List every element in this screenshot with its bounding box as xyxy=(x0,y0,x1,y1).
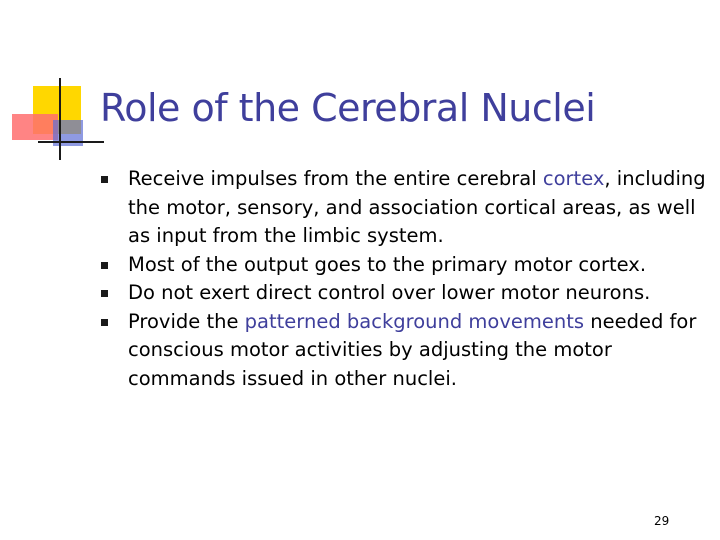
bullet-text xyxy=(128,310,696,390)
slide-title: Role of the Cerebral Nuclei xyxy=(100,86,596,130)
bullet-highlight-text: cortex xyxy=(542,167,605,190)
bullet-text-part: Provide the xyxy=(128,309,245,333)
bullet-text-part: , including the motor, sensory, and association cortical areas, as well as input from the limbic system. xyxy=(128,167,706,247)
decoration-red-square xyxy=(12,114,58,140)
bullet-list xyxy=(100,165,710,393)
decoration-horizontal-line xyxy=(38,141,104,143)
square-bullet-icon xyxy=(101,290,108,297)
bullet-text-part: needed for conscious motor activities by adjusting the motor commands issued in other nuclei. xyxy=(128,309,697,390)
bullet-item xyxy=(100,251,710,280)
bullet-text xyxy=(128,253,646,276)
square-bullet-icon xyxy=(101,319,108,326)
bullet-item xyxy=(100,279,710,308)
bullet-item xyxy=(100,165,710,251)
bullet-text-part: Receive impulses from the entire cerebral xyxy=(128,167,543,190)
bullet-item xyxy=(100,308,710,394)
square-bullet-icon xyxy=(101,262,108,269)
bullet-text-part: Do not exert direct control over lower motor neurons. xyxy=(128,281,651,304)
bullet-highlight-text: patterned background movements xyxy=(244,309,585,333)
decoration-vertical-line xyxy=(59,78,61,160)
bullet-text-part: Most of the output goes to the primary motor cortex. xyxy=(128,252,647,276)
page-number: 29 xyxy=(654,514,670,528)
square-bullet-icon xyxy=(101,176,108,183)
bullet-text xyxy=(128,281,650,304)
bullet-text xyxy=(128,167,706,247)
